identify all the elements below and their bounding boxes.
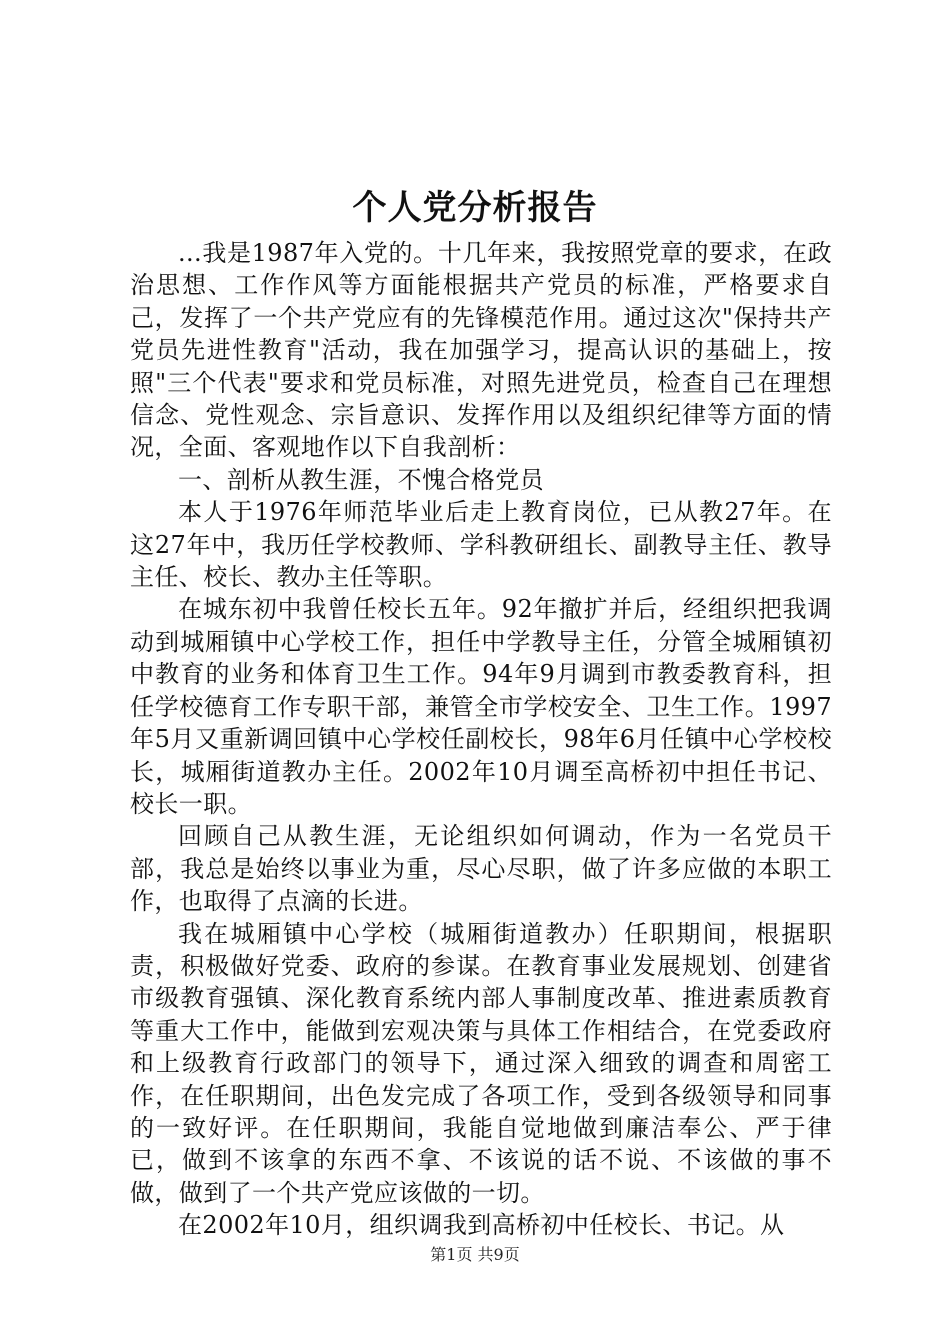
paragraph: 在城东初中我曾任校长五年。92年撤扩并后，经组织把我调动到城厢镇中心学校工作，担任中学教导主任，分管全城厢镇初中教育的业务和体育卫生工作。94年9月调到市教委教育科，担任学校德育工作专职干部，兼管全市学校安全、卫生工作。1997年5月又重新调回镇中心学校任副校长，98年6月任镇中心学校校长，城厢街道教办主任。2002年10月调至高桥初中担任书记、校长一职。 [130,595,832,818]
paragraph: 本人于1976年师范毕业后走上教育岗位，已从教27年。在这27年中，我历任学校教师、学科教研组长、副教导主任、教导主任、校长、教办主任等职。 [130,498,832,592]
paragraph: 我在城厢镇中心学校（城厢街道教办）任职期间，根据职责，积极做好党委、政府的参谋。在教育事业发展规划、创建省市级教育强镇、深化教育系统内部人事制度改革、推进素质教育等重大工作中，能做到宏观决策与具体工作相结合，在党委政府和上级教育行政部门的领导下，通过深入细致的调查和周密工作，在任职期间，出色发完成了各项工作，受到各级领导和同事的一致好评。在任职期间，我能自觉地做到廉洁奉公、严于律已，做到不该拿的东西不拿、不该说的话不说、不该做的事不做，做到了一个共产党应该做的一切。 [130,919,832,1207]
document-body [130,237,832,1242]
paragraph: 在2002年10月，组织调我到高桥初中任校长、书记。从 [178,1211,785,1240]
section-heading: 一、剖析从教生涯，不愧合格党员 [178,465,544,494]
paragraph: 回顾自己从教生涯，无论组织如何调动，作为一名党员干部，我总是始终以事业为重，尽心尽职，做了许多应做的本职工作，也取得了点滴的长进。 [130,822,832,916]
page-footer: 第1页 共9页 [430,1245,520,1264]
paragraph-intro: ...我是1987年入党的。十几年来，我按照党章的要求，在政治思想、工作作风等方面能根据共产党员的标准，严格要求自己，发挥了一个共产党应有的先锋模范作用。通过这次"保持共产党员先进性教育"活动，我在加强学习，提高认识的基础上，按照"三个代表"要求和党员标准，对照先进党员，检查自己在理想信念、党性观念、宗旨意识、发挥作用以及组织纪律等方面的情况，全面、客观地作以下自我剖析： [130,239,832,462]
document-title: 个人党分析报告 [352,188,598,228]
